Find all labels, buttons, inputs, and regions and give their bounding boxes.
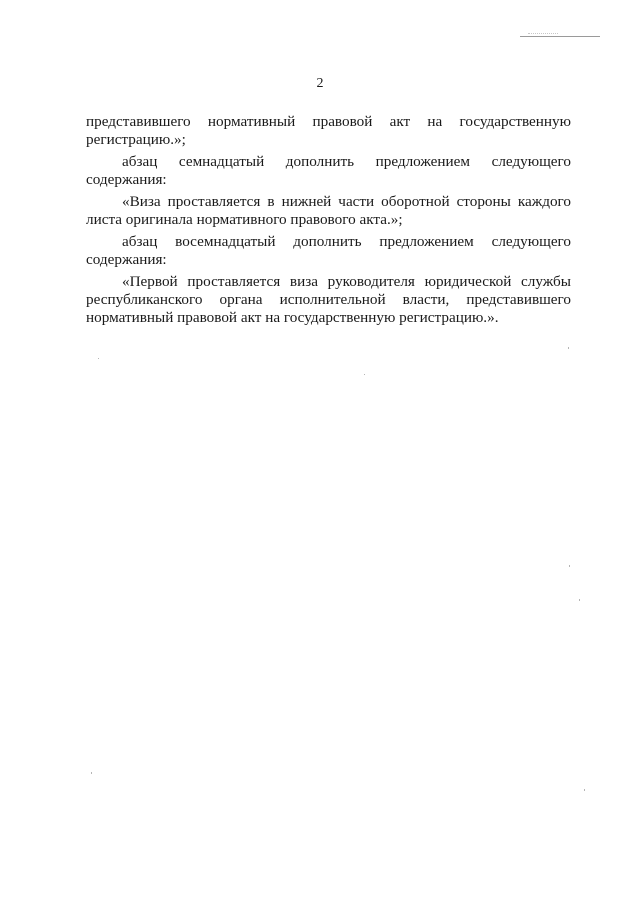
scan-speck xyxy=(568,347,569,349)
scan-speck xyxy=(579,599,580,601)
scan-speck xyxy=(91,772,92,774)
page-number: 2 xyxy=(316,76,324,91)
paragraph-4: абзац восемнадцатый дополнить предложением следующего содержания: xyxy=(86,233,571,268)
scan-speck xyxy=(98,358,99,359)
paragraph-5: «Первой проставляется виза руководителя юридической службы республиканского органа исполнительной власти, представившего нормативный правовой акт на государственную регистрацию.». xyxy=(86,273,571,326)
scan-speck xyxy=(584,789,585,791)
paragraph-3: «Виза проставляется в нижней части оборотной стороны каждого листа оригинала нормативного правового акта.»; xyxy=(86,193,571,228)
scan-speck xyxy=(569,565,570,567)
document-body xyxy=(86,113,571,331)
paragraph-2: абзац семнадцатый дополнить предложением следующего содержания: xyxy=(86,153,571,188)
scan-top-dots xyxy=(528,33,558,34)
paragraph-1: представившего нормативный правовой акт на государственную регистрацию.»; xyxy=(86,113,571,148)
scan-top-line xyxy=(520,36,600,37)
scan-speck xyxy=(364,374,365,375)
